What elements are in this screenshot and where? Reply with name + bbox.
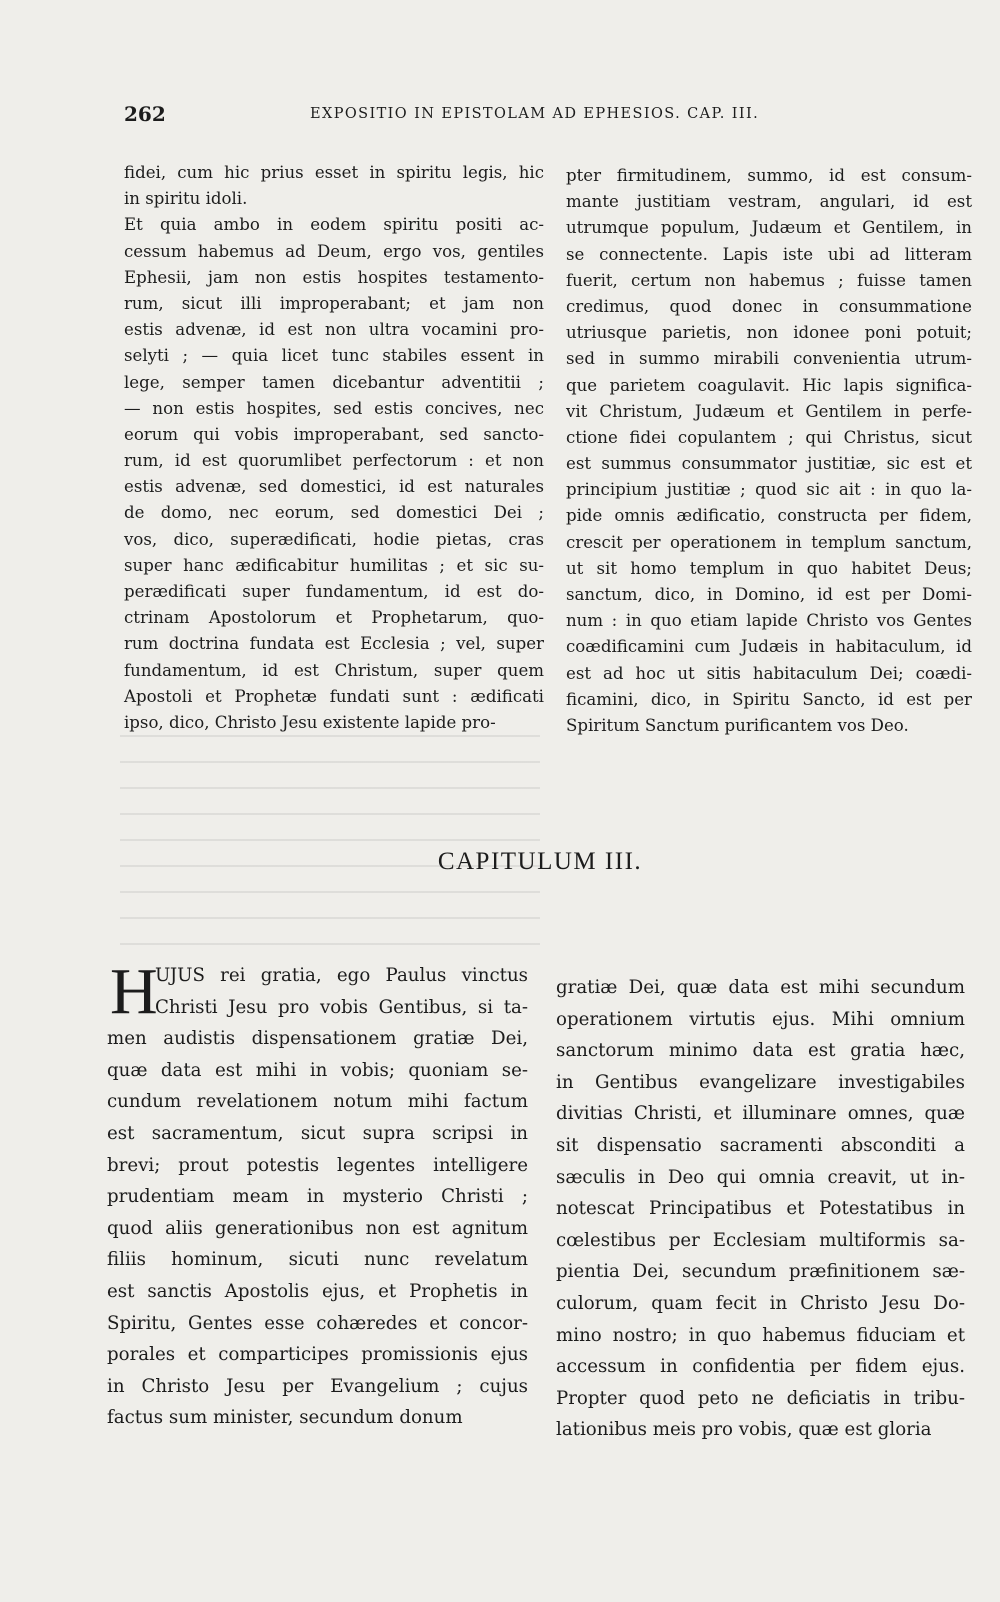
text-line: ctione fidei copulantem ; qui Christus, sicut <box>566 427 972 447</box>
page-header <box>120 102 820 130</box>
text-line: fuerit, certum non habemus ; fuisse tamen <box>566 270 972 290</box>
text-line: selyti ; — quia licet tunc stabiles essent in <box>124 346 544 366</box>
text-line: in Gentibus evangelizare investigabiles <box>556 1071 965 1093</box>
text-line: sanctum, dico, in Domino, id est per Domi- <box>566 585 972 604</box>
text-line: rum, id est quorumlibet perfectorum : et non <box>124 451 544 471</box>
text-line: sit dispensatio sacramenti absconditi a <box>556 1134 965 1156</box>
text-line: perædificati super fundamentum, id est do- <box>124 582 544 601</box>
commentary-right-column <box>566 163 972 739</box>
text-line: super hanc ædificabitur humilitas ; et sic su- <box>124 555 544 575</box>
text-line: estis advenæ, id est non ultra vocamini pro- <box>124 320 544 340</box>
text-line: lationibus meis pro vobis, quæ est gloria <box>556 1419 932 1441</box>
text-line: porales et comparticipes promissionis ejus <box>107 1344 528 1366</box>
text-line: Christi Jesu pro vobis Gentibus, si ta- <box>155 996 528 1018</box>
text-line: pientia Dei, secundum præfinitionem sæ- <box>556 1261 965 1283</box>
text-line: ut sit homo templum in quo habitet Deus; <box>566 558 972 578</box>
text-line: rum, sicut illi improperabant; et jam non <box>124 293 544 313</box>
text-line: Spiritu, Gentes esse cohæredes et concor- <box>107 1312 528 1334</box>
text-line: utrumque populum, Judæum et Gentilem, in <box>566 218 972 238</box>
text-line: brevi; prout potestis legentes intelligere <box>107 1154 528 1176</box>
text-line: Ephesii, jam non estis hospites testamento- <box>124 267 544 287</box>
text-line: pter firmitudinem, summo, id est consum- <box>566 166 972 185</box>
text-line: de domo, nec eorum, sed domestici Dei ; <box>124 503 544 523</box>
text-line: cessum habemus ad Deum, ergo vos, gentiles <box>124 241 544 261</box>
text-line: culorum, quam fecit in Christo Jesu Do- <box>556 1292 965 1314</box>
text-line: fidei, cum hic prius esset in spiritu legis, hic <box>124 163 544 182</box>
text-line: operationem virtutis ejus. Mihi omnium <box>556 1008 965 1030</box>
text-line: Propter quod peto ne deficiatis in tribu- <box>556 1387 965 1409</box>
text-line: cœlestibus per Ecclesiam multiformis sa- <box>556 1229 965 1251</box>
text-line: ipso, dico, Christo Jesu existente lapide pro- <box>124 712 496 732</box>
text-line: coædificamini cum Judæis in habitaculum, id <box>566 637 972 657</box>
text-line: vit Christum, Judæum et Gentilem in perfe- <box>566 401 972 421</box>
bleed-through-texture <box>120 735 540 945</box>
chapter-text-left-column <box>107 955 528 1434</box>
text-line: men audistis dispensationem gratiæ Dei, <box>107 1028 528 1050</box>
text-line: lege, semper tamen dicebantur adventitii ; <box>124 372 544 392</box>
text-line: mino nostro; in quo habemus fiduciam et <box>556 1324 965 1346</box>
text-line: fundamentum, id est Christum, super quem <box>124 660 544 680</box>
text-line: mante justitiam vestram, angulari, id est <box>566 192 972 212</box>
text-line: quod aliis generationibus non est agnitum <box>107 1217 528 1239</box>
text-line: notescat Principatibus et Potestatibus in <box>556 1198 965 1220</box>
text-line: principium justitiæ ; quod sic ait : in quo la- <box>566 480 972 500</box>
text-line: est ad hoc ut sitis habitaculum Dei; coædi- <box>566 663 972 683</box>
text-line: credimus, quod donec in consummatione <box>566 296 972 316</box>
text-line: gratiæ Dei, quæ data est mihi secundum <box>556 977 965 998</box>
text-line: pide omnis ædificatio, constructa per fidem, <box>566 506 972 526</box>
drop-cap: H <box>110 955 158 1028</box>
text-line: se connectente. Lapis iste ubi ad litteram <box>566 244 972 264</box>
chapter-text-right-column <box>556 972 965 1446</box>
text-line: quæ data est mihi in vobis; quoniam se- <box>107 1059 528 1081</box>
text-line: Apostoli et Prophetæ fundati sunt : ædificati <box>124 686 544 706</box>
text-line: rum doctrina fundata est Ecclesia ; vel, super <box>124 634 544 654</box>
text-line: num : in quo etiam lapide Christo vos Gentes <box>566 611 972 631</box>
text-line: Spiritum Sanctum purificantem vos Deo. <box>566 715 909 735</box>
text-line: factus sum minister, secundum donum <box>107 1407 463 1429</box>
text-line: Et quia ambo in eodem spiritu positi ac- <box>124 215 544 235</box>
text-line: divitias Christi, et illuminare omnes, quæ <box>556 1103 965 1125</box>
text-line: sanctorum minimo data est gratia hæc, <box>556 1040 965 1062</box>
chapter-title: CAPITULUM III. <box>437 848 643 875</box>
page-number: 262 <box>124 102 166 126</box>
text-line: estis advenæ, sed domestici, id est naturales <box>124 477 544 497</box>
text-line: in Christo Jesu per Evangelium ; cujus <box>107 1375 528 1397</box>
text-line: utriusque parietis, non idonee poni potuit; <box>566 323 972 343</box>
text-line: — non estis hospites, sed estis concives, nec <box>124 398 544 418</box>
text-line: cundum revelationem notum mihi factum <box>107 1091 528 1113</box>
text-line: accessum in confidentia per fidem ejus. <box>556 1356 965 1378</box>
text-line: est sanctis Apostolis ejus, et Prophetis in <box>107 1280 528 1302</box>
text-line: in spiritu idoli. <box>124 189 248 209</box>
text-line: vos, dico, superædificati, hodie pietas, cras <box>124 529 544 549</box>
text-line: filiis hominum, sicuti nunc revelatum <box>107 1249 528 1271</box>
text-line: est sacramentum, sicut supra scripsi in <box>107 1122 528 1144</box>
text-line: prudentiam meam in mysterio Christi ; <box>107 1186 528 1208</box>
running-title: EXPOSITIO IN EPISTOLAM AD EPHESIOS. CAP. III. <box>310 106 760 122</box>
text-line: UJUS rei gratia, ego Paulus vinctus <box>155 965 528 986</box>
text-line: est summus consummator justitiæ, sic est et <box>566 454 972 474</box>
text-line: que parietem coagulavit. Hic lapis significa- <box>566 375 972 395</box>
text-line: eorum qui vobis improperabant, sed sancto- <box>124 424 544 444</box>
commentary-left-column <box>124 160 544 736</box>
text-line: sæculis in Deo qui omnia creavit, ut in- <box>556 1166 965 1188</box>
text-line: crescit per operationem in templum sanctum, <box>566 532 972 552</box>
text-line: sed in summo mirabili convenientia utrum- <box>566 349 972 369</box>
text-line: ctrinam Apostolorum et Prophetarum, quo- <box>124 608 544 628</box>
text-line: ficamini, dico, in Spiritu Sancto, id est per <box>566 689 972 709</box>
